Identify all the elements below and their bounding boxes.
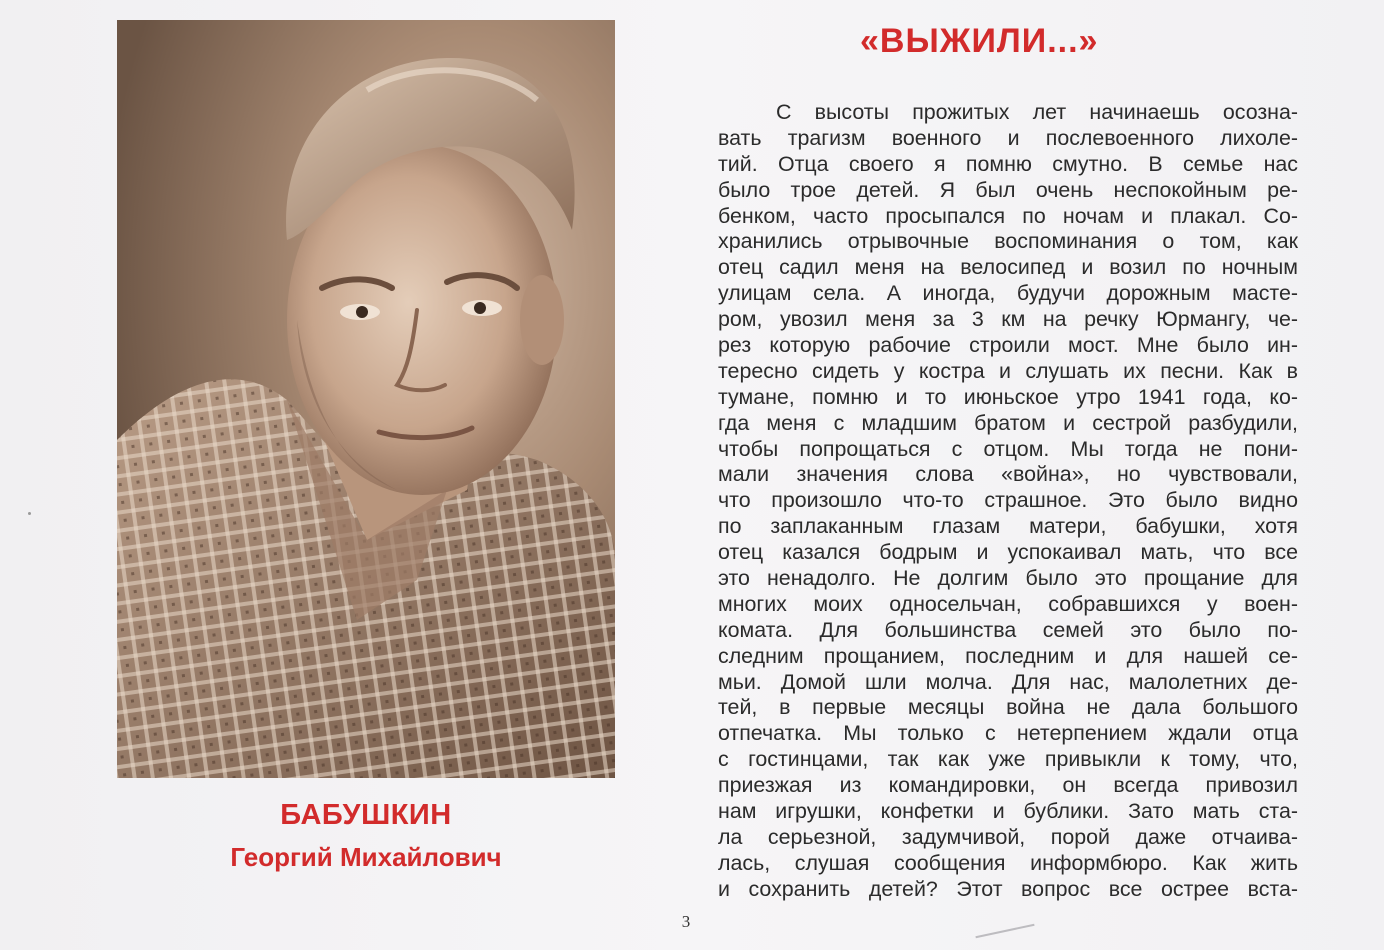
article-line: тересно сидеть у костра и слушать их песни. Как в bbox=[718, 358, 1298, 383]
article-line: вать трагизм военного и послевоенного лихоле- bbox=[718, 125, 1298, 150]
article-line: было трое детей. Я был очень неспокойным ре- bbox=[718, 177, 1298, 202]
article-line: тий. Отца своего я помню смутно. В семье нас bbox=[718, 151, 1298, 176]
article-line: ром, увозил меня за 3 км на речку Юрмангу, че- bbox=[718, 307, 1298, 332]
portrait-photo-image bbox=[117, 20, 615, 778]
article-line: тумане, помню и то июньское утро 1941 года, ко- bbox=[718, 384, 1298, 409]
article-line: тей, в первые месяцы война не дала большого bbox=[718, 695, 1298, 720]
article-line: и сохранить детей? Этот вопрос все острее вста- bbox=[718, 876, 1298, 901]
article-line: нам игрушки, конфетки и бублики. Зато мать ста- bbox=[718, 799, 1298, 824]
article-line: мали значения слова «война», но чувствовали, bbox=[718, 462, 1298, 487]
article-line: улицам села. А иногда, будучи дорожным масте- bbox=[718, 281, 1298, 306]
article-line: отпечатка. Мы только с нетерпением ждали отца bbox=[718, 721, 1298, 746]
article-line: хранились отрывочные воспоминания о том, как bbox=[718, 229, 1298, 254]
article-line: комата. Для большинства семей это было по- bbox=[718, 617, 1298, 642]
article-line: ла серьезной, задумчивой, порой даже отчаива- bbox=[718, 824, 1298, 849]
article-line: рез которую рабочие строили мост. Мне было ин- bbox=[718, 333, 1298, 358]
article-line: многих моих односельчан, собравшихся у воен- bbox=[718, 591, 1298, 616]
article-line: бенком, часто просыпался по ночам и плакал. Со- bbox=[718, 203, 1298, 228]
article-line: это ненадолго. Не долгим было это прощание для bbox=[718, 566, 1298, 591]
article-line: приезжая из командировки, он всегда привозил bbox=[718, 773, 1298, 798]
article-line: чтобы попрощаться с отцом. Мы тогда не пони- bbox=[718, 436, 1298, 461]
page-number: 3 bbox=[681, 912, 691, 931]
article-line: с гостинцами, так как уже привыкли к тому, что, bbox=[718, 747, 1298, 772]
scan-speck bbox=[28, 512, 31, 515]
portrait-photo bbox=[117, 20, 615, 778]
article-title: «ВЫЖИЛИ...» bbox=[860, 22, 1099, 60]
article-line: мьи. Домой шли молча. Для нас, малолетних де- bbox=[718, 669, 1298, 694]
article-line: что произошло что-то страшное. Это было видно bbox=[718, 488, 1298, 513]
scan-mark bbox=[975, 924, 1034, 938]
article-line: следним прощанием, последним и для нашей се- bbox=[718, 643, 1298, 668]
article-line: лась, слушая сообщения информбюро. Как жить bbox=[718, 850, 1298, 875]
article-line: отец садил меня на велосипед и возил по ночным bbox=[718, 255, 1298, 280]
article-line: отец казался бодрым и успокаивал мать, что все bbox=[718, 540, 1298, 565]
article-line: гда меня с младшим братом и сестрой разбудили, bbox=[718, 410, 1298, 435]
article-line: по заплаканным глазам матери, бабушки, хотя bbox=[718, 514, 1298, 539]
portrait-given-names: Георгий Михайлович bbox=[230, 842, 502, 872]
article-line: С высоты прожитых лет начинаешь осозна- bbox=[776, 100, 1298, 124]
portrait-surname: БАБУШКИН bbox=[280, 799, 452, 831]
article-body bbox=[718, 100, 1298, 903]
